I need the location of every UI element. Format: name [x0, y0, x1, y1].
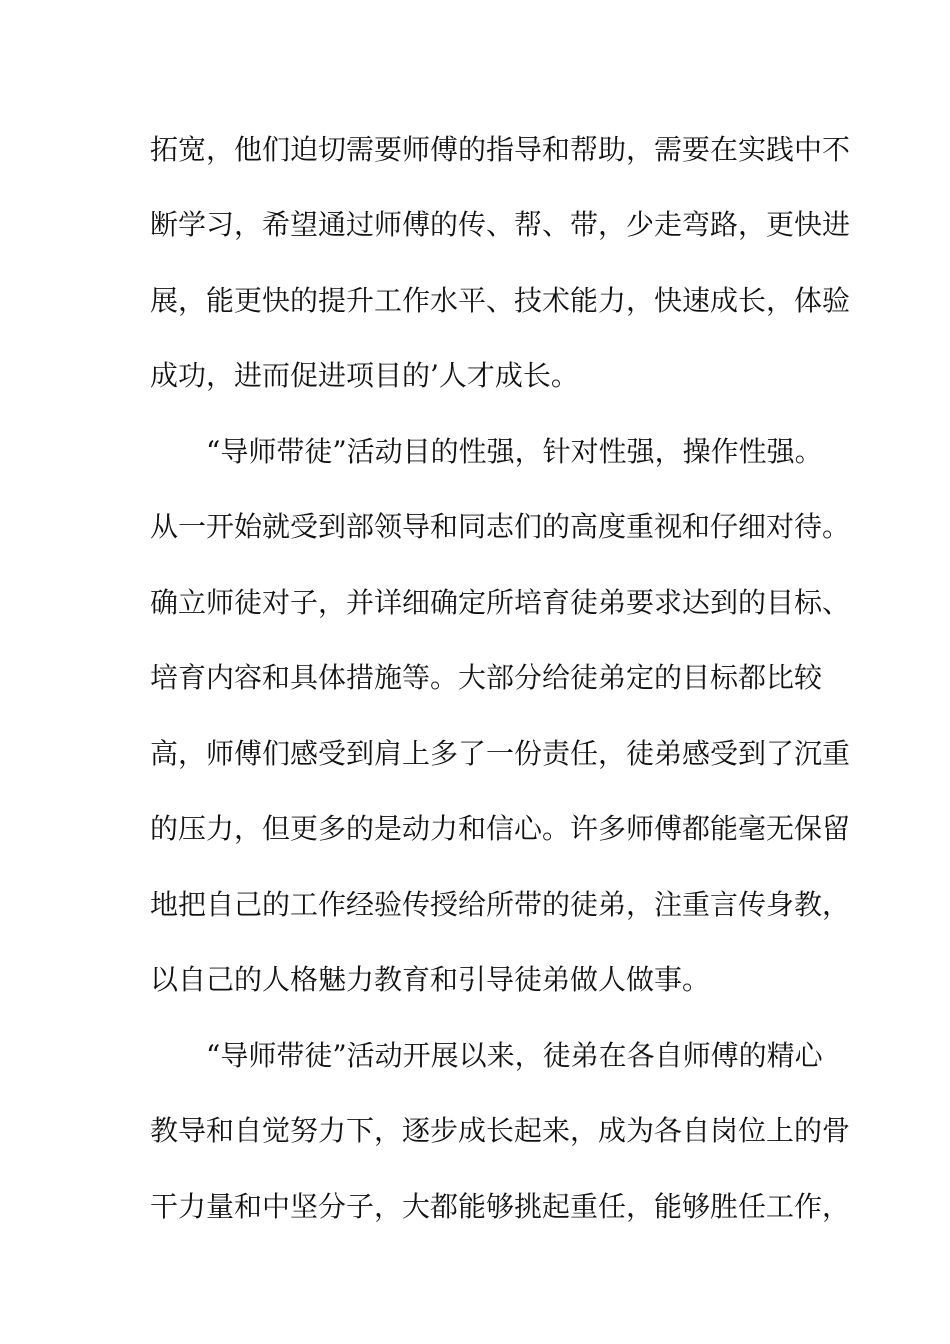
- paragraph-line: 从一开始就受到部领导和同志们的高度重视和仔细对待。: [150, 510, 851, 543]
- paragraph-line: 展，能更快的提升工作水平、技术能力，快速成长，体验: [150, 284, 851, 317]
- paragraph-line: 培育内容和具体措施等。大部分给徒弟定的目标都比较: [150, 661, 823, 694]
- paragraph-line: 的压力，但更多的是动力和信心。许多师傅都能毫无保留: [150, 812, 851, 845]
- paragraph-line: 断学习，希望通过师傅的传、帮、带，少走弯路，更快进: [150, 208, 851, 241]
- paragraph-line: 地把自己的工作经验传授给所带的徒弟，注重言传身教，: [150, 888, 851, 921]
- paragraph-line: 以自己的人格魅力教育和引导徒弟做人做事。: [150, 963, 711, 996]
- paragraph-line: 干力量和中坚分子，大都能够挑起重任，能够胜任工作，: [150, 1190, 851, 1223]
- paragraph-line: “导师带徒”活动目的性强，针对性强，操作性强。: [206, 435, 823, 468]
- paragraph-line: 确立师徒对子，并详细确定所培育徒弟要求达到的目标、: [150, 586, 851, 619]
- paragraph-line: 教导和自觉努力下，逐步成长起来，成为各自岗位上的骨: [150, 1114, 851, 1147]
- paragraph-line: 成功，进而促进项目的’人才成长。: [150, 359, 579, 392]
- paragraph-line: 拓宽，他们迫切需要师傅的指导和帮助，需要在实践中不: [150, 133, 851, 166]
- paragraph-line: 高，师傅们感受到肩上多了一份责任，徒弟感受到了沉重: [150, 737, 851, 770]
- paragraph-line: “导师带徒”活动开展以来，徒弟在各自师傅的精心: [206, 1039, 823, 1072]
